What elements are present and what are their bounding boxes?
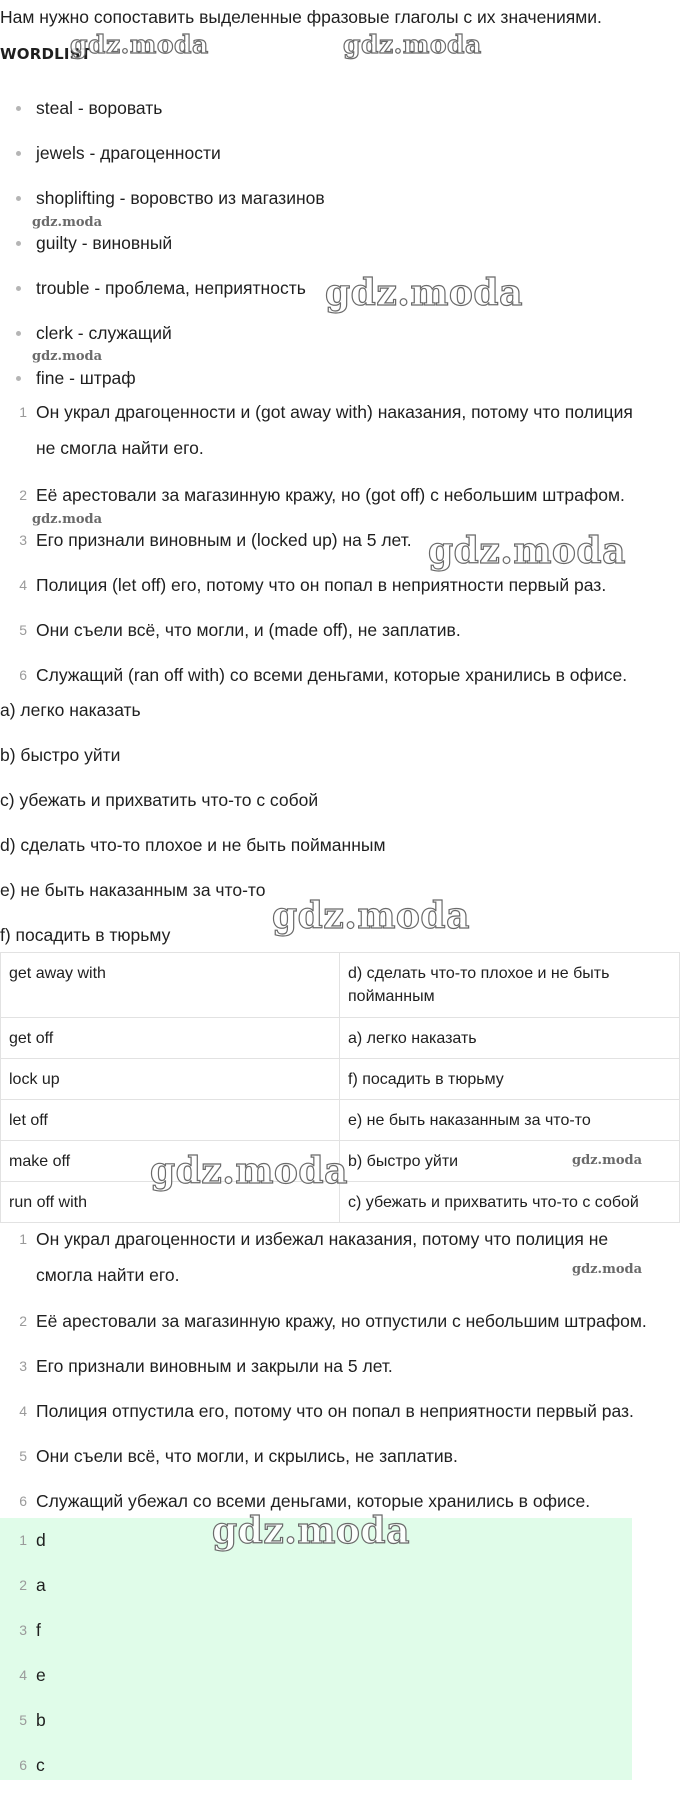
answer-item: 1 d [19, 1530, 46, 1550]
translation-item: 2 Её арестовали за магазинную кражу, но отпустили с небольшим штрафом. [19, 1311, 647, 1331]
watermark: gdz.moda [212, 1510, 410, 1552]
table-cell-meaning: a) легко наказать [340, 1018, 680, 1059]
meaning-item: d) сделать что-то плохое и не быть пойманным [0, 835, 386, 855]
bullet-icon [16, 376, 21, 381]
meaning-item: f) посадить в тюрьму [0, 925, 171, 945]
table-row [1, 953, 680, 1018]
wordlist-item: shoplifting - воровство из магазинов [36, 186, 325, 210]
wordlist-item: trouble - проблема, неприятность [36, 276, 306, 300]
answer-item: 3 f [19, 1620, 41, 1640]
bullet-icon [16, 241, 21, 246]
sentence-item: 5 Они съели всё, что могли, и (made off), не заплатив. [19, 620, 461, 640]
watermark: gdz.moda [32, 512, 103, 527]
meaning-item: c) убежать и прихватить что-то с собой [0, 790, 319, 810]
intro-text: Нам нужно сопоставить выделенные фразовые глаголы с их значениями. [0, 7, 602, 27]
table-cell-verb: run off with [1, 1182, 340, 1223]
answer-item: 4 e [19, 1665, 46, 1685]
watermark: gdz.moda [325, 272, 523, 314]
answer-block [0, 1518, 632, 1780]
answer-item: 6 c [19, 1755, 45, 1775]
translation-item: 1 Он украл драгоценности и избежал наказания, потому что полиция не смогла найти его. [19, 1229, 609, 1285]
watermark: gdz.moda [572, 1262, 643, 1277]
wordlist-label: WORDLIST [0, 45, 92, 63]
table-cell-meaning: c) убежать и прихватить что-то с собой [340, 1182, 680, 1223]
wordlist-item: jewels - драгоценности [36, 141, 221, 165]
answer-item: 2 a [19, 1575, 46, 1595]
bullet-icon [16, 331, 21, 336]
watermark: gdz.moda [572, 1153, 643, 1168]
table-cell-verb: let off [1, 1100, 340, 1141]
bullet-icon [16, 106, 21, 111]
meaning-item: b) быстро уйти [0, 745, 121, 765]
translation-item: 3 Его признали виновным и закрыли на 5 лет. [19, 1356, 393, 1376]
watermark: gdz.moda [272, 895, 470, 937]
table-row [1, 1018, 680, 1059]
watermark: gdz.moda [150, 1150, 348, 1192]
meaning-item: e) не быть наказанным за что-то [0, 880, 266, 900]
sentence-item: 1 Он украл драгоценности и (got away with) наказания, потому что полиция не смогла найти его. [19, 402, 633, 458]
wordlist-item: clerk - служащий [36, 321, 172, 345]
sentence-item: 2 Её арестовали за магазинную кражу, но (got off) с небольшим штрафом. [19, 485, 625, 505]
wordlist-item: steal - воровать [36, 96, 162, 120]
bullet-icon [16, 151, 21, 156]
watermark: gdz.moda [343, 30, 482, 59]
table-cell-verb: lock up [1, 1059, 340, 1100]
bullet-icon [16, 286, 21, 291]
watermark: gdz.moda [70, 30, 209, 59]
bullet-icon [16, 196, 21, 201]
meaning-item: a) легко наказать [0, 700, 141, 720]
wordlist-item: fine - штраф [36, 366, 136, 390]
wordlist-item: guilty - виновный [36, 231, 172, 255]
table-row [1, 1100, 680, 1141]
table-cell-meaning: e) не быть наказанным за что-то [340, 1100, 680, 1141]
translation-item: 6 Служащий убежал со всеми деньгами, которые хранились в офисе. [19, 1491, 591, 1511]
table-cell-meaning: f) посадить в тюрьму [340, 1059, 680, 1100]
watermark: gdz.moda [32, 349, 103, 364]
table-cell-verb: get off [1, 1018, 340, 1059]
sentence-item: 6 Служащий (ran off with) со всеми деньгами, которые хранились в офисе. [19, 665, 628, 685]
table-cell-verb: get away with [1, 953, 340, 1018]
table-cell-meaning: b) быстро уйти [340, 1141, 680, 1182]
translation-item: 5 Они съели всё, что могли, и скрылись, не заплатив. [19, 1446, 458, 1466]
watermark: gdz.moda [428, 530, 626, 572]
translation-item: 4 Полиция отпустила его, потому что он попал в неприятности первый раз. [19, 1401, 634, 1421]
table-cell-verb: make off [1, 1141, 340, 1182]
sentence-item: 4 Полиция (let off) его, потому что он попал в неприятности первый раз. [19, 575, 607, 595]
table-row [1, 1059, 680, 1100]
table-cell-meaning: d) сделать что-то плохое и не быть пойманным [340, 953, 680, 1018]
answer-item: 5 b [19, 1710, 46, 1730]
watermark: gdz.moda [32, 215, 103, 230]
sentence-item: 3 Его признали виновным и (locked up) на 5 лет. [19, 530, 412, 550]
